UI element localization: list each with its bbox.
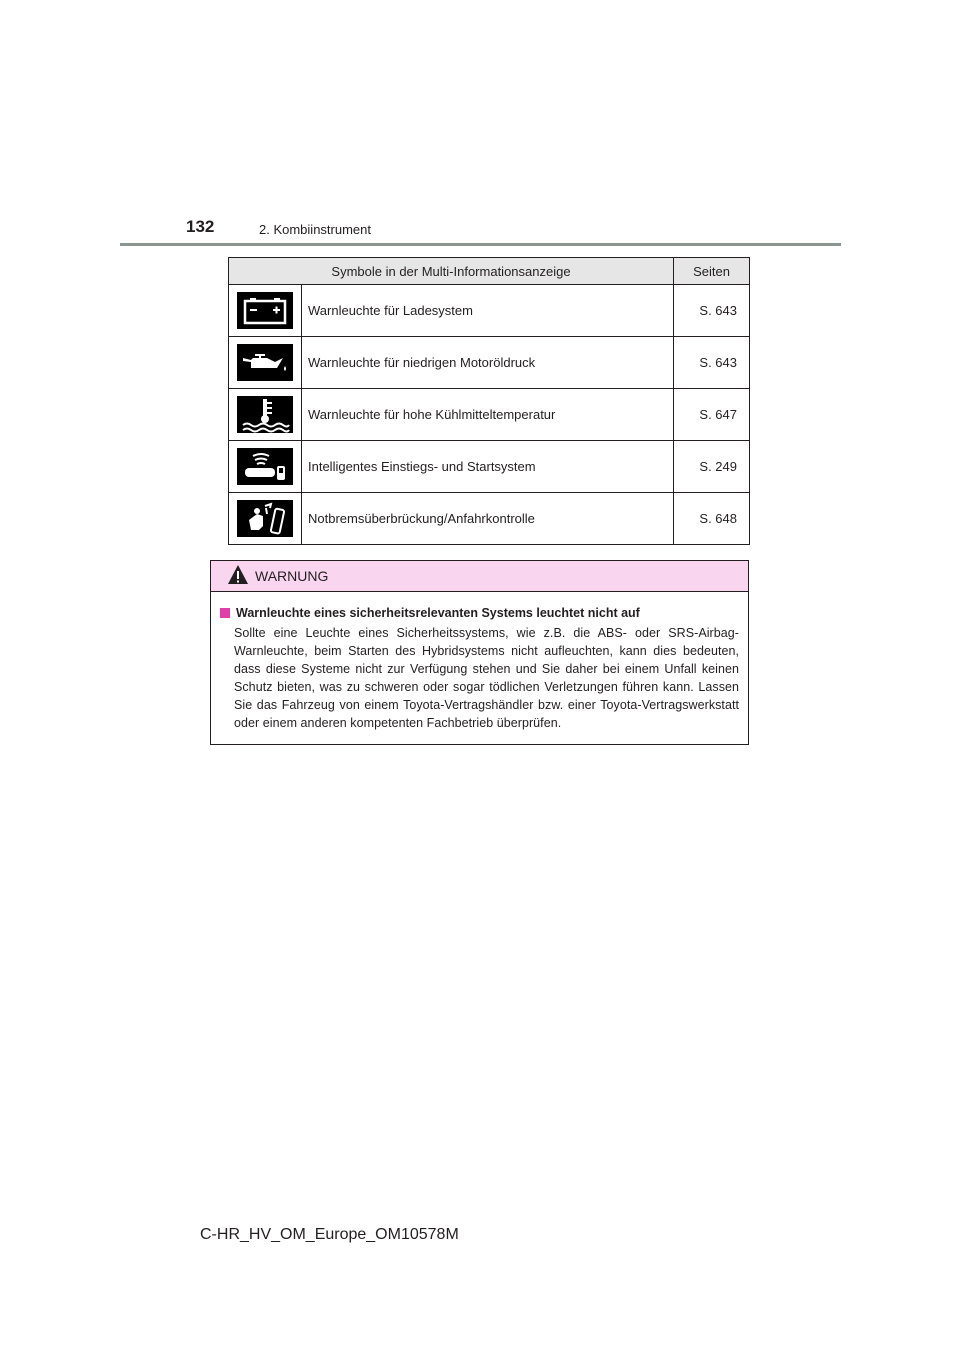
brake-override-icon <box>237 500 293 537</box>
section-title: 2. Kombiinstrument <box>259 222 371 237</box>
warning-subheading <box>220 604 739 622</box>
icon-cell <box>229 493 302 545</box>
icon-cell <box>229 441 302 493</box>
icon-cell <box>229 389 302 441</box>
page-number: 132 <box>186 217 215 236</box>
battery-icon <box>237 292 293 329</box>
column-header-symbols: Symbole in der Multi-Informationsanzeige <box>229 258 674 285</box>
warning-body <box>211 592 748 732</box>
document-id: C-HR_HV_OM_Europe_OM10578M <box>200 1226 459 1243</box>
row-page-reference: S. 643 <box>674 285 750 337</box>
row-description: Notbremsüberbrückung/Anfahrkontrolle <box>302 493 674 545</box>
icon-cell <box>229 337 302 389</box>
bullet-square-icon <box>220 608 230 618</box>
warning-box <box>210 560 749 745</box>
table-header-row <box>229 258 750 285</box>
oil-pressure-icon <box>237 344 293 381</box>
row-description: Intelligentes Einstiegs- und Startsystem <box>302 441 674 493</box>
warning-subheading-text: Warnleuchte eines sicherheitsrelevanten Systems leuchtet nicht auf <box>236 606 640 620</box>
row-page-reference: S. 648 <box>674 493 750 545</box>
row-page-reference: S. 643 <box>674 337 750 389</box>
table-row <box>229 285 750 337</box>
row-description: Warnleuchte für niedrigen Motoröldruck <box>302 337 674 389</box>
smart-key-icon <box>237 448 293 485</box>
row-description: Warnleuchte für hohe Kühlmitteltemperatur <box>302 389 674 441</box>
table-row <box>229 337 750 389</box>
header-rule <box>120 243 841 246</box>
table-row <box>229 441 750 493</box>
warning-text: Sollte eine Leuchte eines Sicherheitssystems, wie z.B. die ABS- oder SRS-Airbag-Warnleuchte, beim Starten des Hybridsystems nicht aufleuchten, kann dies bedeuten, dass diese Systeme nicht zur Verfügung stehen und Sie daher bei einem Unfall keinen Schutz bieten, was zu schweren oder sogar tödlichen Verletzungen führen kann. Lassen Sie das Fahrzeug von einem Toyota-Vertragshändler bzw. einer Toyota-Vertragswerkstatt oder einem anderen kompetenten Fachbetrieb überprüfen. <box>234 626 739 730</box>
icon-cell <box>229 285 302 337</box>
coolant-temperature-icon <box>237 396 293 433</box>
column-header-pages: Seiten <box>674 258 750 285</box>
warning-header <box>211 561 748 592</box>
row-page-reference: S. 647 <box>674 389 750 441</box>
table-row <box>229 389 750 441</box>
symbols-table <box>228 257 750 545</box>
row-description: Warnleuchte für Ladesystem <box>302 285 674 337</box>
warning-triangle-icon <box>227 564 249 586</box>
warning-title: WARNUNG <box>255 568 329 584</box>
table-row <box>229 493 750 545</box>
row-page-reference: S. 249 <box>674 441 750 493</box>
